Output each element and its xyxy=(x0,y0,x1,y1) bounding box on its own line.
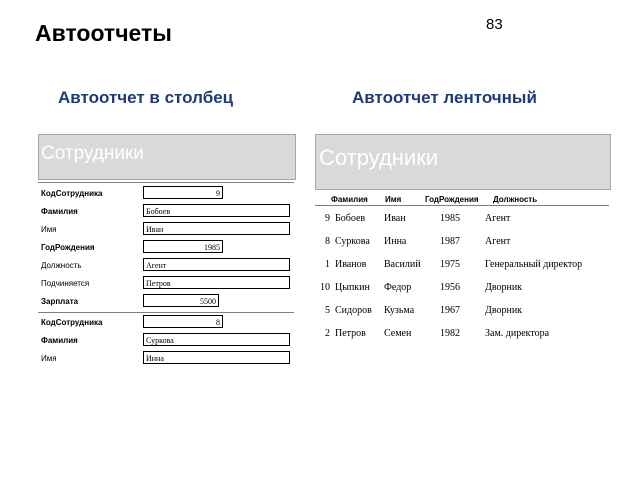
column-report-header-title: Сотрудники xyxy=(41,143,144,164)
band-report-caption: Автоотчет ленточный xyxy=(352,88,537,107)
cell-position: Дворник xyxy=(485,305,523,316)
band-report xyxy=(313,134,613,348)
field-label: ГодРождения xyxy=(41,243,95,252)
cell-first-name: Кузьма xyxy=(384,305,415,316)
cell-birth-year: 1982 xyxy=(440,328,460,339)
field-row xyxy=(38,333,296,349)
cell-id: 8 xyxy=(325,236,330,247)
field-row xyxy=(38,186,296,202)
field-label: КодСотрудника xyxy=(41,318,103,327)
cell-last-name: Иванов xyxy=(335,259,367,270)
cell-last-name: Бобоев xyxy=(335,213,366,224)
column-report-caption: Автоотчет в столбец xyxy=(58,88,234,107)
column-header-first-name: Имя xyxy=(385,195,402,204)
column-report xyxy=(38,134,296,370)
cell-birth-year: 1956 xyxy=(440,282,460,293)
record-divider xyxy=(38,312,294,313)
slide-title: Автоотчеты xyxy=(35,20,172,46)
cell-id: 10 xyxy=(320,282,330,293)
column-header-birth-year: ГодРождения xyxy=(425,195,479,204)
cell-last-name: Петров xyxy=(335,328,366,339)
field-row xyxy=(38,240,296,256)
band-report-header xyxy=(315,134,611,190)
cell-first-name: Инна xyxy=(384,236,407,247)
cell-last-name: Сидоров xyxy=(335,305,372,316)
field-row xyxy=(38,222,296,238)
column-header-last-name: Фамилия xyxy=(331,195,368,204)
band-report-header-title: Сотрудники xyxy=(319,145,439,170)
field-row xyxy=(38,294,296,310)
field-label: Подчиняется xyxy=(41,279,90,288)
cell-first-name: Семен xyxy=(384,328,412,339)
field-label: Фамилия xyxy=(41,207,78,216)
column-report-header xyxy=(38,134,296,180)
cell-position: Зам. директора xyxy=(485,328,550,339)
page-number: 83 xyxy=(486,16,503,33)
cell-position: Агент xyxy=(485,213,511,224)
cell-birth-year: 1985 xyxy=(440,213,460,224)
cell-birth-year: 1967 xyxy=(440,305,460,316)
field-value[interactable]: Агент xyxy=(143,258,290,271)
cell-first-name: Иван xyxy=(384,213,406,224)
table-row xyxy=(313,213,613,229)
field-label: Имя xyxy=(41,354,57,363)
field-value[interactable]: Суркова xyxy=(143,333,290,346)
column-header-divider xyxy=(315,205,609,206)
field-label: Фамилия xyxy=(41,336,78,345)
field-value[interactable]: Инна xyxy=(143,351,290,364)
table-row xyxy=(313,328,613,344)
field-value[interactable]: Петров xyxy=(143,276,290,289)
cell-last-name: Цыпкин xyxy=(335,282,370,293)
field-value[interactable]: Иван xyxy=(143,222,290,235)
field-row xyxy=(38,351,296,367)
table-row xyxy=(313,259,613,275)
field-label: Имя xyxy=(41,225,57,234)
cell-first-name: Василий xyxy=(384,259,421,270)
field-value[interactable]: 5500 xyxy=(143,294,219,307)
table-row xyxy=(313,236,613,252)
field-label: КодСотрудника xyxy=(41,189,103,198)
field-row xyxy=(38,315,296,331)
field-value[interactable]: 9 xyxy=(143,186,223,199)
cell-id: 9 xyxy=(325,213,330,224)
cell-birth-year: 1987 xyxy=(440,236,460,247)
field-label: Должность xyxy=(41,261,82,270)
cell-position: Генеральный директор xyxy=(485,259,583,270)
cell-birth-year: 1975 xyxy=(440,259,460,270)
field-row xyxy=(38,204,296,220)
field-value[interactable]: 1985 xyxy=(143,240,223,253)
cell-id: 5 xyxy=(325,305,330,316)
table-row xyxy=(313,282,613,298)
field-label: Зарплата xyxy=(41,297,79,306)
field-value[interactable]: Бобоев xyxy=(143,204,290,217)
cell-id: 2 xyxy=(325,328,330,339)
cell-position: Агент xyxy=(485,236,511,247)
field-row xyxy=(38,258,296,274)
field-row xyxy=(38,276,296,292)
column-header-position: Должность xyxy=(493,195,538,204)
header-divider xyxy=(38,182,294,183)
cell-first-name: Федор xyxy=(384,282,412,293)
cell-last-name: Суркова xyxy=(335,236,370,247)
cell-position: Дворник xyxy=(485,282,523,293)
table-row xyxy=(313,305,613,321)
cell-id: 1 xyxy=(325,259,330,270)
field-value[interactable]: 8 xyxy=(143,315,223,328)
